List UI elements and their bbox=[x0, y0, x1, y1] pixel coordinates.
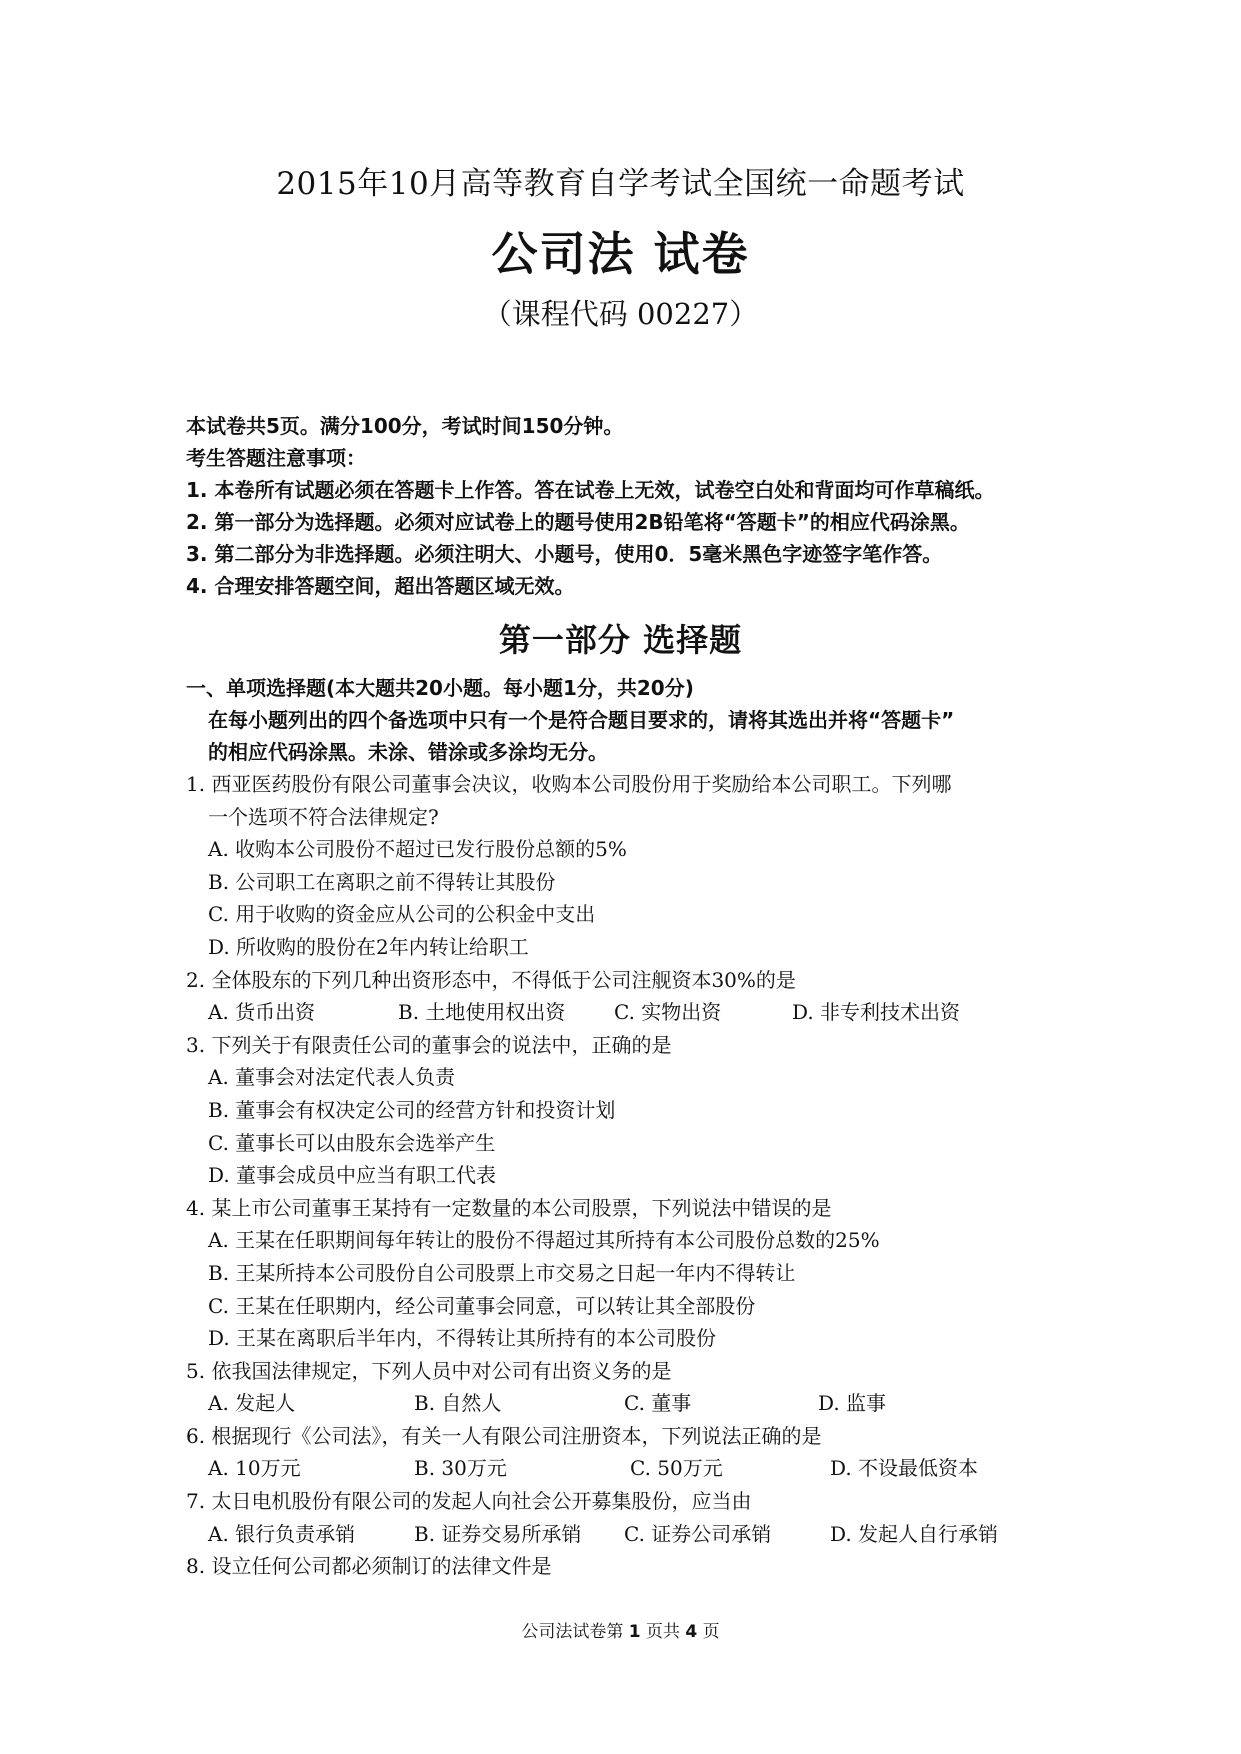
part-one-instruction: 的相应代码涂黑。未涂、错涂或多涂均无分。 bbox=[208, 740, 608, 764]
question-stem: 6. 根据现行《公司法》，有关一人有限公司注册资本，下列说法正确的是 bbox=[186, 1423, 822, 1448]
exam-title: 公司法 试卷 bbox=[491, 227, 750, 281]
notes-line: 本试卷共5页。满分100分，考试时间150分钟。 bbox=[186, 414, 624, 438]
question-stem: 3. 下列关于有限责任公司的董事会的说法中，正确的是 bbox=[186, 1032, 672, 1057]
notes-line: 2. 第一部分为选择题。必须对应试卷上的题号使用2B铅笔将“答题卡”的相应代码涂黑。 bbox=[186, 510, 970, 534]
option-d: D. 董事会成员中应当有职工代表 bbox=[208, 1163, 497, 1188]
option-row bbox=[186, 1387, 1066, 1420]
notes-line: 1. 本卷所有试题必须在答题卡上作答。答在试卷上无效，试卷空白处和背面均可作草稿纸。 bbox=[186, 478, 995, 502]
part-one-instruction: 在每小题列出的四个备选项中只有一个是符合题目要求的，请将其选出并将“答题卡” bbox=[208, 708, 955, 732]
option-d: D. 监事 bbox=[818, 1391, 887, 1416]
option-a: A. 董事会对法定代表人负责 bbox=[208, 1065, 456, 1090]
page-footer bbox=[0, 1617, 1241, 1642]
course-code: （课程代码 00227） bbox=[482, 297, 759, 331]
footer-total-pages: 4 bbox=[685, 1622, 698, 1642]
option-row bbox=[186, 996, 1066, 1029]
option-c: C. 50万元 bbox=[630, 1456, 723, 1481]
exam-notes bbox=[186, 410, 1086, 602]
question-stem: 4. 某上市公司董事王某持有一定数量的本公司股票，下列说法中错误的是 bbox=[186, 1195, 832, 1220]
option-c: C. 董事长可以由股东会选举产生 bbox=[208, 1130, 496, 1155]
notes-line: 考生答题注意事项： bbox=[186, 446, 366, 470]
section-title: 第一部分 选择题 bbox=[498, 621, 743, 659]
option-c: C. 用于收购的资金应从公司的公积金中支出 bbox=[208, 902, 596, 927]
option-a: A. 银行负责承销 bbox=[208, 1521, 356, 1546]
option-a: A. 王某在任职期间每年转让的股份不得超过其所持有本公司股份总数的25% bbox=[208, 1228, 880, 1253]
question-stem: 2. 全体股东的下列几种出资形态中，不得低于公司注舰资本30%的是 bbox=[186, 967, 796, 992]
part-one-title: 一、单项选择题(本大题共20小题。每小题1分，共20分) bbox=[186, 676, 694, 700]
exam-heading: 2015年10月高等教育自学考试全国统一命题考试 bbox=[276, 166, 965, 202]
notes-line: 4. 合理安排答题空间，超出答题区域无效。 bbox=[186, 574, 575, 598]
option-b: B. 土地使用权出资 bbox=[398, 1000, 566, 1025]
option-a: A. 货币出资 bbox=[208, 1000, 316, 1025]
option-a: A. 发起人 bbox=[208, 1391, 296, 1416]
part-one-heading bbox=[186, 672, 1086, 768]
notes-line: 3. 第二部分为非选择题。必须注明大、小题号，使用0．5毫米黑色字迹签字笔作答。 bbox=[186, 542, 943, 566]
option-c: C. 王某在任职期内，经公司董事会同意，可以转让其全部股份 bbox=[208, 1293, 756, 1318]
question-stem: 7. 太日电机股份有限公司的发起人向社会公开募集股份，应当由 bbox=[186, 1489, 752, 1514]
question-stem: 1. 西亚医药股份有限公司董事会决议，收购本公司股份用于奖励给本公司职工。下列哪 bbox=[186, 772, 952, 796]
option-c: C. 董事 bbox=[624, 1391, 692, 1416]
option-c: C. 实物出资 bbox=[614, 1000, 722, 1025]
footer-suffix: 页 bbox=[702, 1622, 720, 1642]
option-b: B. 证券交易所承销 bbox=[414, 1521, 582, 1546]
option-b: B. 公司职工在离职之前不得转让其股份 bbox=[208, 869, 556, 894]
footer-page-number: 1 bbox=[628, 1622, 641, 1642]
option-a: A. 10万元 bbox=[208, 1456, 301, 1481]
question-stem: 5. 依我国法律规定，下列人员中对公司有出资义务的是 bbox=[186, 1358, 672, 1383]
question-stem: 8. 设立任何公司都必须制订的法律文件是 bbox=[186, 1554, 552, 1579]
question-list bbox=[186, 768, 1066, 1583]
option-row bbox=[186, 1452, 1066, 1485]
option-c: C. 证券公司承销 bbox=[624, 1521, 772, 1546]
question-stem-continued: 一个选项不符合法律规定? bbox=[208, 804, 439, 829]
option-d: D. 所收购的股份在2年内转让给职工 bbox=[208, 934, 529, 959]
footer-prefix: 公司法试卷第 bbox=[521, 1622, 624, 1642]
option-d: D. 非专利技术出资 bbox=[792, 1000, 961, 1025]
option-d: D. 王某在离职后半年内，不得转让其所持有的本公司股份 bbox=[208, 1326, 717, 1351]
option-d: D. 不设最低资本 bbox=[830, 1456, 979, 1481]
option-d: D. 发起人自行承销 bbox=[830, 1521, 999, 1546]
option-b: B. 董事会有权决定公司的经营方针和投资计划 bbox=[208, 1097, 616, 1122]
option-b: B. 王某所持本公司股份自公司股票上市交易之日起一年内不得转让 bbox=[208, 1260, 796, 1285]
option-b: B. 自然人 bbox=[414, 1391, 502, 1416]
option-a: A. 收购本公司股份不超过已发行股份总额的5% bbox=[208, 837, 627, 862]
option-b: B. 30万元 bbox=[414, 1456, 507, 1481]
footer-middle: 页共 bbox=[646, 1622, 680, 1642]
option-row bbox=[186, 1518, 1066, 1551]
